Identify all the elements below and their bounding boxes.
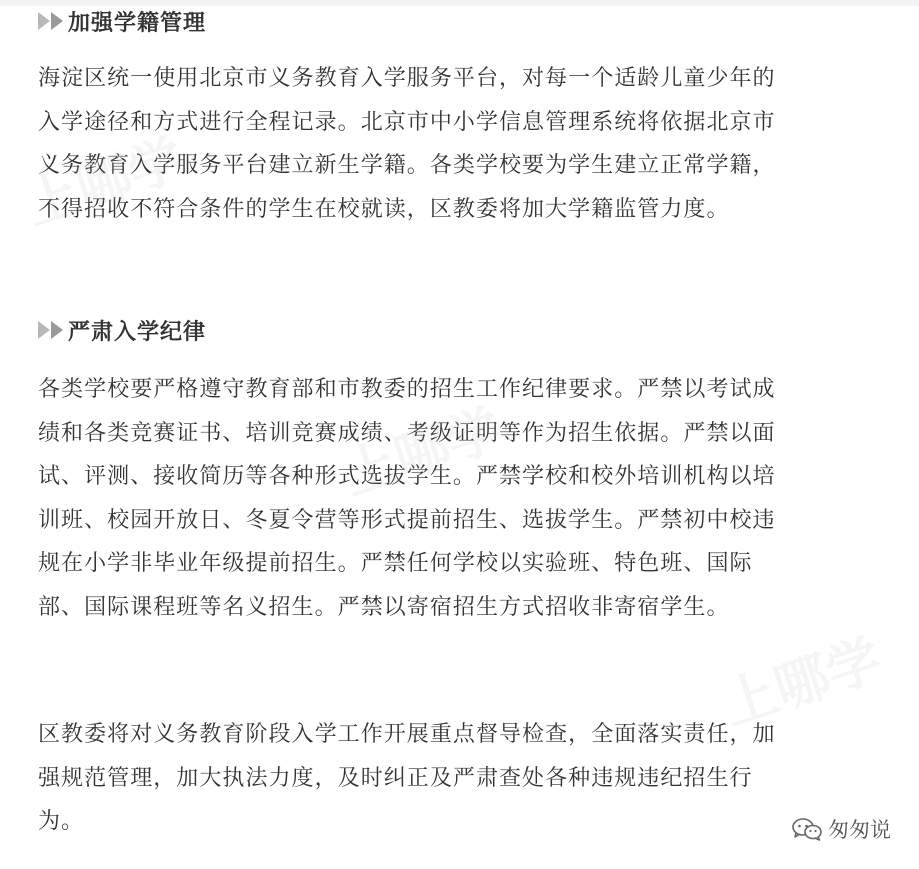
paragraph-line: 部、国际课程班等名义招生。严禁以寄宿招生方式招收非寄宿学生。 (38, 594, 730, 620)
paragraph-line: 入学途径和方式进行全程记录。北京市中小学信息管理系统将依据北京市 (38, 109, 776, 135)
watermark-text: 上哪学 (715, 627, 890, 738)
double-triangle-icon (38, 320, 68, 340)
paragraph-line: 绩和各类竞赛证书、培训竞赛成绩、考级证明等作为招生依据。严禁以面 (38, 420, 776, 446)
footer-brand[interactable] (792, 812, 891, 846)
section-heading-student-records (38, 5, 206, 37)
section-heading-enrollment-discipline (38, 314, 206, 346)
wechat-icon (792, 817, 822, 841)
paragraph-enrollment-rules (38, 368, 876, 629)
paragraph-line: 不得招收不符合条件的学生在校就读，区教委将加大学籍监管力度。 (38, 196, 730, 222)
paragraph-line: 义务教育入学服务平台建立新生学籍。各类学校要为学生建立正常学籍， (38, 153, 776, 178)
watermark-text: 上哪学 (17, 127, 192, 238)
section-title: 加强学籍管理 (68, 10, 207, 36)
paragraph-supervision (38, 713, 876, 844)
section-title: 严肃入学纪律 (68, 319, 207, 345)
watermark-text: 上哪学 (335, 397, 510, 508)
double-triangle-icon (38, 11, 68, 31)
paragraph-student-records (38, 57, 876, 231)
brand-name: 匆匆说 (828, 818, 891, 842)
paragraph-line: 规在小学非毕业年级提前招生。严禁任何学校以实验班、特色班、国际 (38, 551, 753, 576)
paragraph-line: 为。 (38, 809, 85, 834)
paragraph-line: 海淀区统一使用北京市义务教育入学服务平台，对每一个适龄儿童少年的 (38, 66, 776, 91)
paragraph-line: 强规范管理，加大执法力度，及时纠正及严肃查处各种违规违纪招生行 (38, 765, 753, 791)
paragraph-line: 试、评测、接收简历等各种形式选拔学生。严禁学校和校外培训机构以培 (38, 464, 776, 489)
paragraph-line: 训班、校园开放日、冬夏令营等形式提前招生、选拔学生。严禁初中校违 (38, 507, 776, 533)
paragraph-line: 区教委将对义务教育阶段入学工作开展重点督导检查，全面落实责任，加 (38, 722, 776, 747)
paragraph-line: 各类学校要严格遵守教育部和市教委的招生工作纪律要求。严禁以考试成 (38, 377, 776, 402)
